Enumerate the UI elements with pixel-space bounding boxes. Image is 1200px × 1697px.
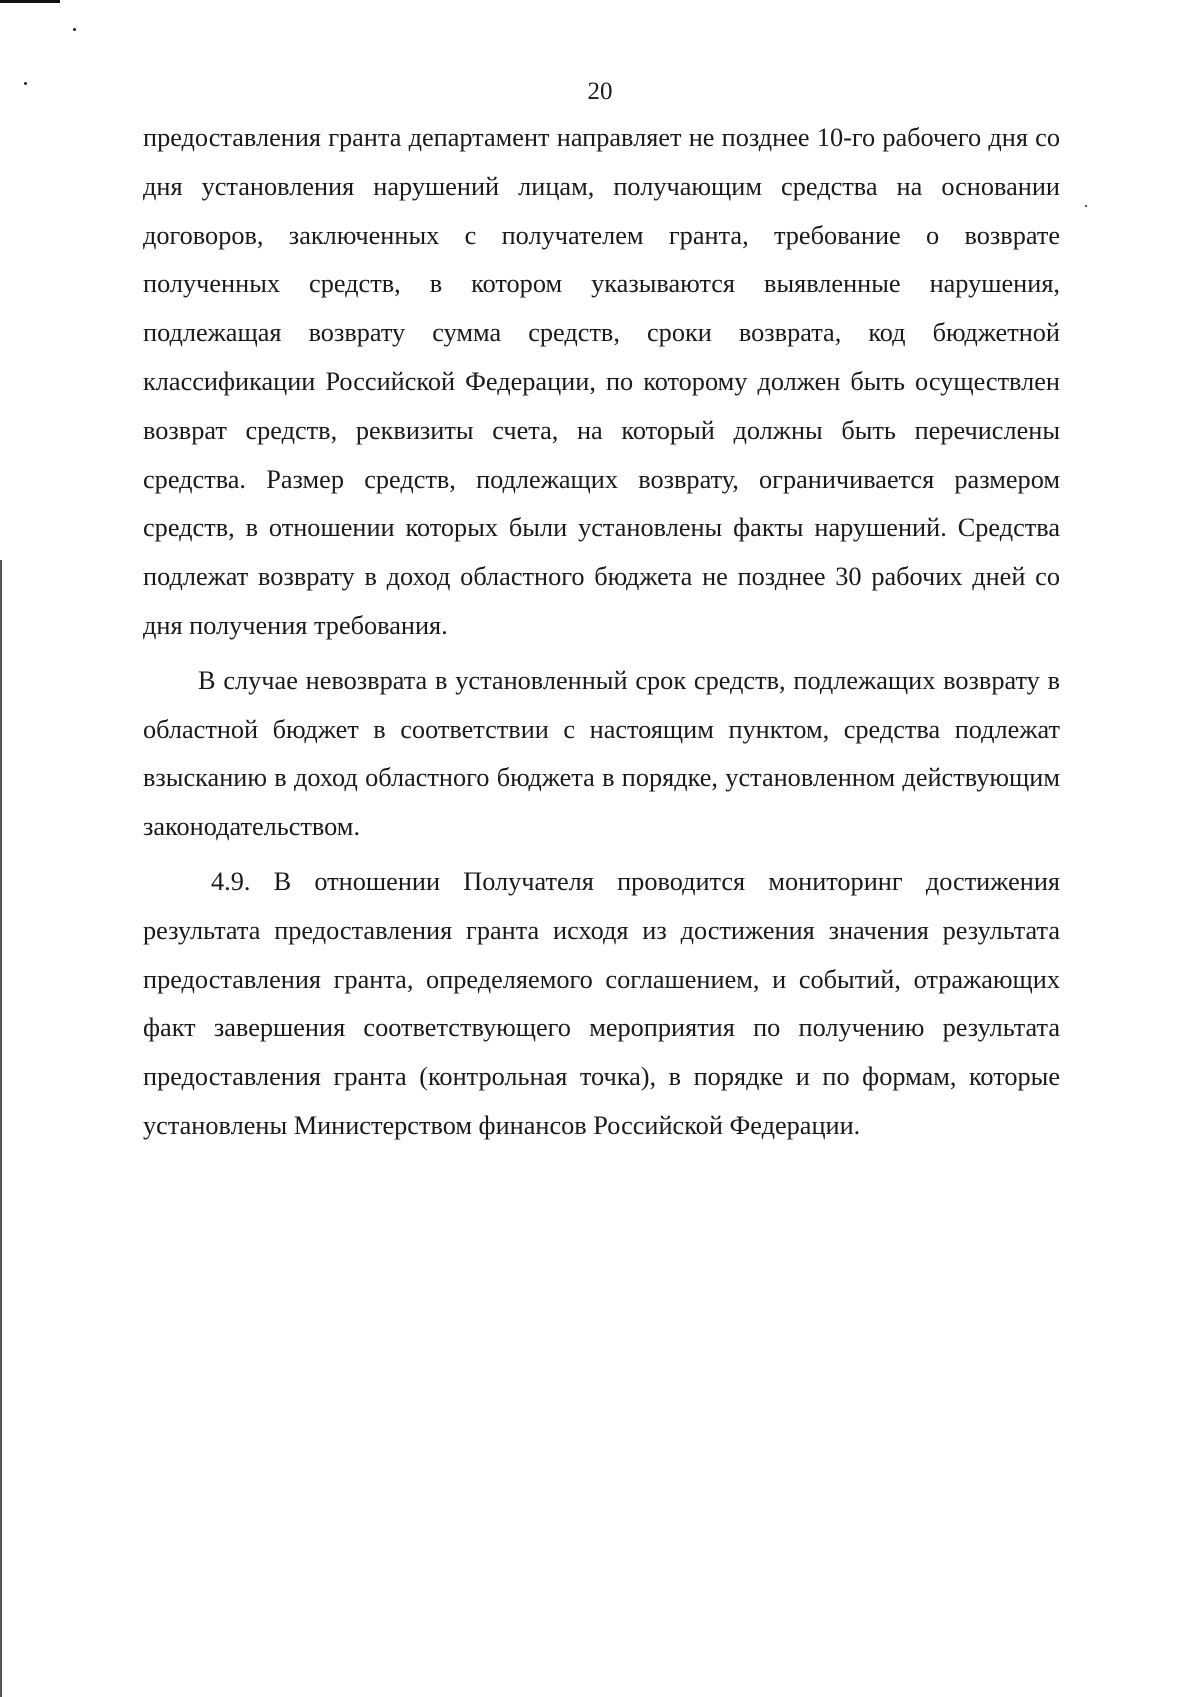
- scan-speck: [73, 28, 76, 31]
- paragraph: В случае невозврата в установленный срок средств, подлежащих возврату в областной бюджет в соответствии с настоящим пунктом, средства подлежат взысканию в доход областного бюджета в порядке, установленном действующим законодательством.: [143, 665, 1060, 842]
- paragraph: 4.9. В отношении Получателя проводится мониторинг достижения результата предоставления гранта исходя из достижения значения результата предоставления гранта, определяемого соглашением, и событий, отражающих факт завершения соответствующего мероприятия по получению результата предоставления гранта (контрольная точка), в порядке и по формам, которые установлены Министерством финансов Российской Федерации.: [143, 866, 1060, 1140]
- scan-edge-line: [0, 560, 2, 1697]
- paragraph: предоставления гранта департамент направляет не позднее 10-го рабочего дня со дня установления нарушений лицам, получающим средства на основании договоров, заключенных с получателем гранта, требование о возврате полученных средств, в котором указываются выявленные нарушения, подлежащая возврату сумма средств, сроки возврата, код бюджетной классификации Российской Федерации, по которому должен быть осуществлен возврат средств, реквизиты счета, на который должны быть перечислены средства. Размер средств, подлежащих возврату, ограничивается размером средств, в отношении которых были установлены факты нарушений. Средства подлежат возврату в доход областного бюджета не позднее 30 рабочих дней со дня получения требования.: [143, 123, 1060, 640]
- scan-speck: [1085, 205, 1087, 207]
- document-body: [143, 114, 1060, 1157]
- page-number: 20: [587, 78, 613, 105]
- scan-edge-mark: [0, 0, 60, 3]
